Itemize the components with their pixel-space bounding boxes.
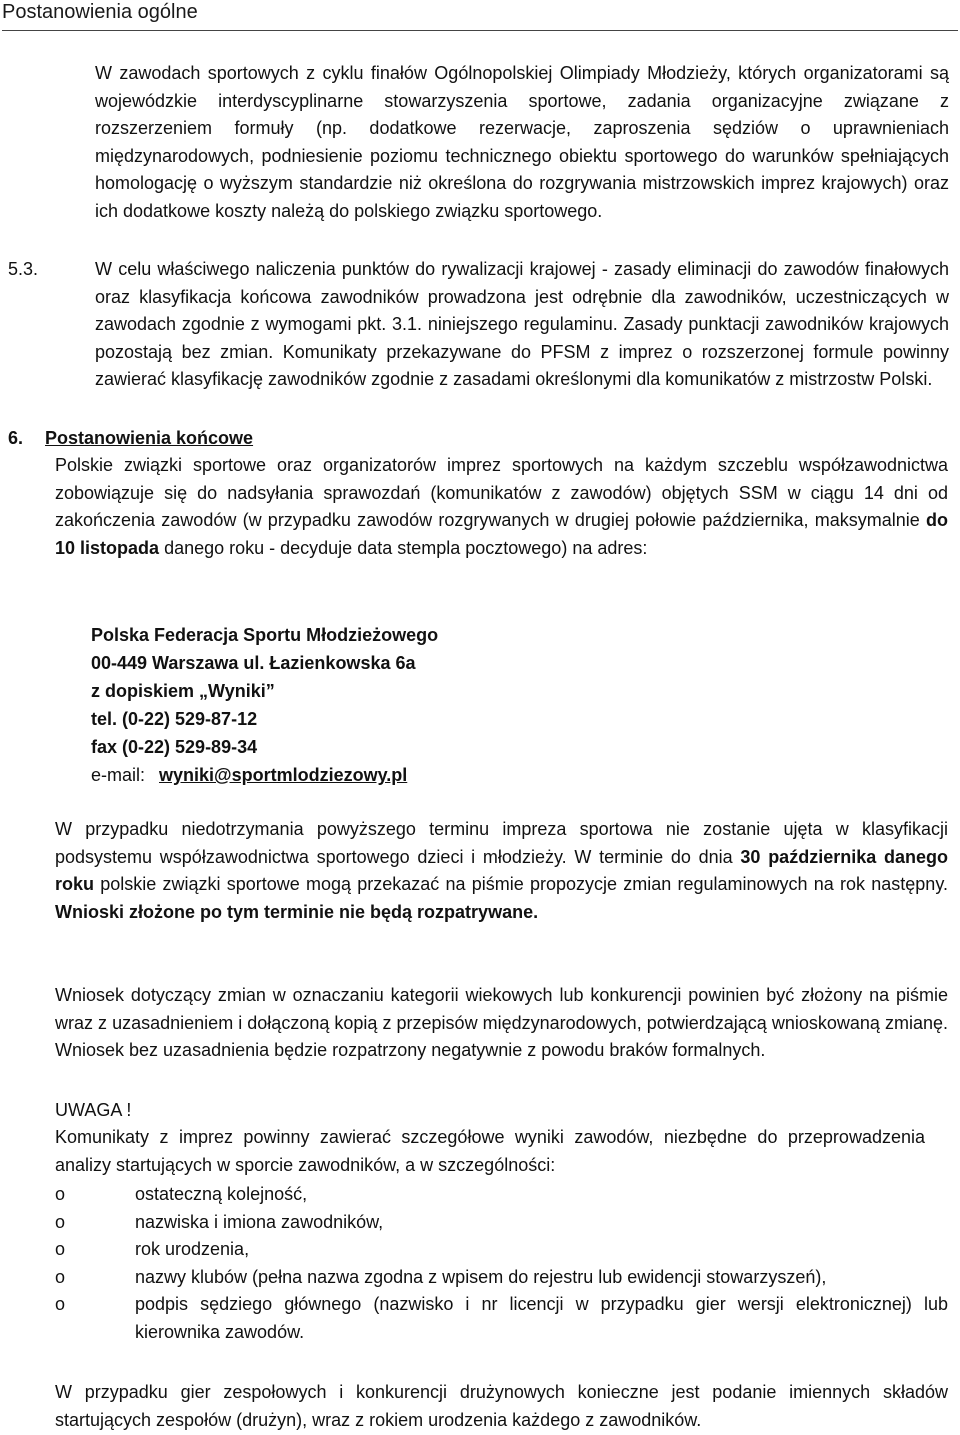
list-item xyxy=(55,1291,948,1346)
bullet-marker: o xyxy=(55,1294,66,1314)
section-number-5-3: 5.3. xyxy=(8,259,39,279)
deadline-bold: do 10 listopada xyxy=(55,510,948,558)
text-segment: polskie związki sportowe mogą przekazać na piśmie propozycje zmian regulaminowych na rok następny. xyxy=(100,874,948,894)
paragraph-points-calculation: W celu właściwego naliczenia punktów do rywalizacji krajowej - zasady eliminacji do zawodów finałowych oraz klasyfikacja końcowa zawodników prowadzona jest odrębnie dla zawodników, uczestniczących w zawodach zgodnie z wymogami pkt. 3.1. niniejszego regulaminu. Zasady punktacji zawodników krajowych pozostają bez zmian. Komunikaty przekazywane do PFSM z imprez o rozszerzonej formule powinny zawierać klasyfikację zawodników zgodnie z zasadami określonymi dla komunikatów z mistrzostw Polski. xyxy=(95,259,949,389)
paragraph-team-rosters: W przypadku gier zespołowych i konkurencji drużynowych konieczne jest podanie imiennych składów startujących zespołów (drużyn), wraz z rokiem urodzenia każdego z zawodników. xyxy=(55,1382,948,1430)
email-link[interactable]: wyniki@sportmlodziezowy.pl xyxy=(159,765,408,785)
paragraph-olympiad-finals: W zawodach sportowych z cyklu finałów Ogólnopolskiej Olimpiady Młodzieży, których organizatorami są wojewódzkie interdyscyplinarne stowarzyszenia sportowe, zadania organizacyjne związane z rozszerzeniem formuły (np. dodatkowe rezerwacje, zaproszenia sędziów o uprawnieniach międzynarodowych, podniesienie poziomu technicznego obiektu sportowego do warunków spełniających homologację o wyższym standardzie niż określona do rozgrywania mistrzowskich imprez krajowych) oraz ich dodatkowe koszty należą do polskiego związku sportowego. xyxy=(95,63,949,221)
header-title: Postanowienia ogólne xyxy=(2,1,198,23)
list-item-text: rok urodzenia, xyxy=(135,1239,250,1259)
date-bold: 30 października danego roku xyxy=(55,846,948,894)
list-item-text: podpis sędziego głównego (nazwisko i nr licencji w przypadku gier wersji elektronicznej) lub kierownika zawodów. xyxy=(135,1294,948,1342)
address-org: Polska Federacja Sportu Młodzieżowego xyxy=(91,625,439,645)
required-fields-list xyxy=(55,1181,948,1346)
address-tel: tel. (0-22) 529-87-12 xyxy=(91,709,258,729)
bullet-marker: o xyxy=(55,1184,66,1204)
text-segment: W przypadku niedotrzymania powyższego terminu impreza sportowa nie zostanie ujęta w klasyfikacji podsystemu współzawodnictwa sportowego dzieci i młodzieży. W terminie do dnia xyxy=(55,819,948,867)
address-fax: fax (0-22) 529-89-34 xyxy=(91,737,258,757)
text-segment: danego roku - decyduje data stempla pocztowego) na adres: xyxy=(164,537,648,558)
list-item xyxy=(55,1236,948,1264)
text-segment: Polskie związki sportowe oraz organizatorów imprez sportowych na każdym szczeblu współzawodnictwa zobowiązuje się do nadsyłania sprawozdań (komunikatów z zawodów) objętych SSM w ciągu 14 dni od zakończenia zawodów (w przypadku zawodów rozgrywanych w drugiej połowie października, maksymalnie xyxy=(55,455,948,530)
address-email-line xyxy=(91,761,438,789)
section-number-6: 6. xyxy=(8,428,24,448)
bullet-marker: o xyxy=(55,1266,66,1287)
list-item-text: ostateczną kolejność, xyxy=(135,1184,308,1204)
paragraph-reporting-deadline xyxy=(55,452,948,562)
bullet-marker: o xyxy=(55,1211,66,1232)
section-heading-final-provisions xyxy=(8,424,253,452)
notice-bold: Wnioski złożone po tym terminie nie będą rozpatrywane. xyxy=(55,901,539,922)
warning-label: UWAGA ! xyxy=(55,1100,132,1120)
paragraph-missed-deadline xyxy=(55,816,948,926)
mailing-address xyxy=(91,621,438,789)
list-item xyxy=(55,1264,948,1292)
paragraph-report-contents: Komunikaty z imprez powinny zawierać szczegółowe wyniki zawodów, niezbędne do przeprowadzenia analizy startujących w sporcie zawodników, a w szczególności: xyxy=(55,1127,925,1175)
paragraph-category-change-request: Wniosek dotyczący zmian w oznaczaniu kategorii wiekowych lub konkurencji powinien być złożony na piśmie wraz z uzasadnieniem i dołączoną kopią z przepisów międzynarodowych, potwierdzającą wnioskowaną zmianę. Wniosek bez uzasadnienia będzie rozpatrzony negatywnie z powodu braków formalnych. xyxy=(55,985,948,1060)
list-item xyxy=(55,1209,948,1237)
list-item-text: nazwy klubów (pełna nazwa zgodna z wpisem do rejestru lub ewidencji stowarzyszeń), xyxy=(135,1266,827,1287)
email-label: e-mail: xyxy=(91,765,146,785)
list-item-text: nazwiska i imiona zawodników, xyxy=(135,1211,384,1232)
bullet-marker: o xyxy=(55,1239,66,1259)
page-header xyxy=(0,0,960,30)
address-street: 00-449 Warszawa ul. Łazienkowska 6a xyxy=(91,653,416,673)
address-note: z dopiskiem „Wyniki” xyxy=(91,681,275,701)
section-title: Postanowienia końcowe xyxy=(45,428,254,448)
list-item xyxy=(55,1181,948,1209)
header-divider xyxy=(2,30,958,31)
